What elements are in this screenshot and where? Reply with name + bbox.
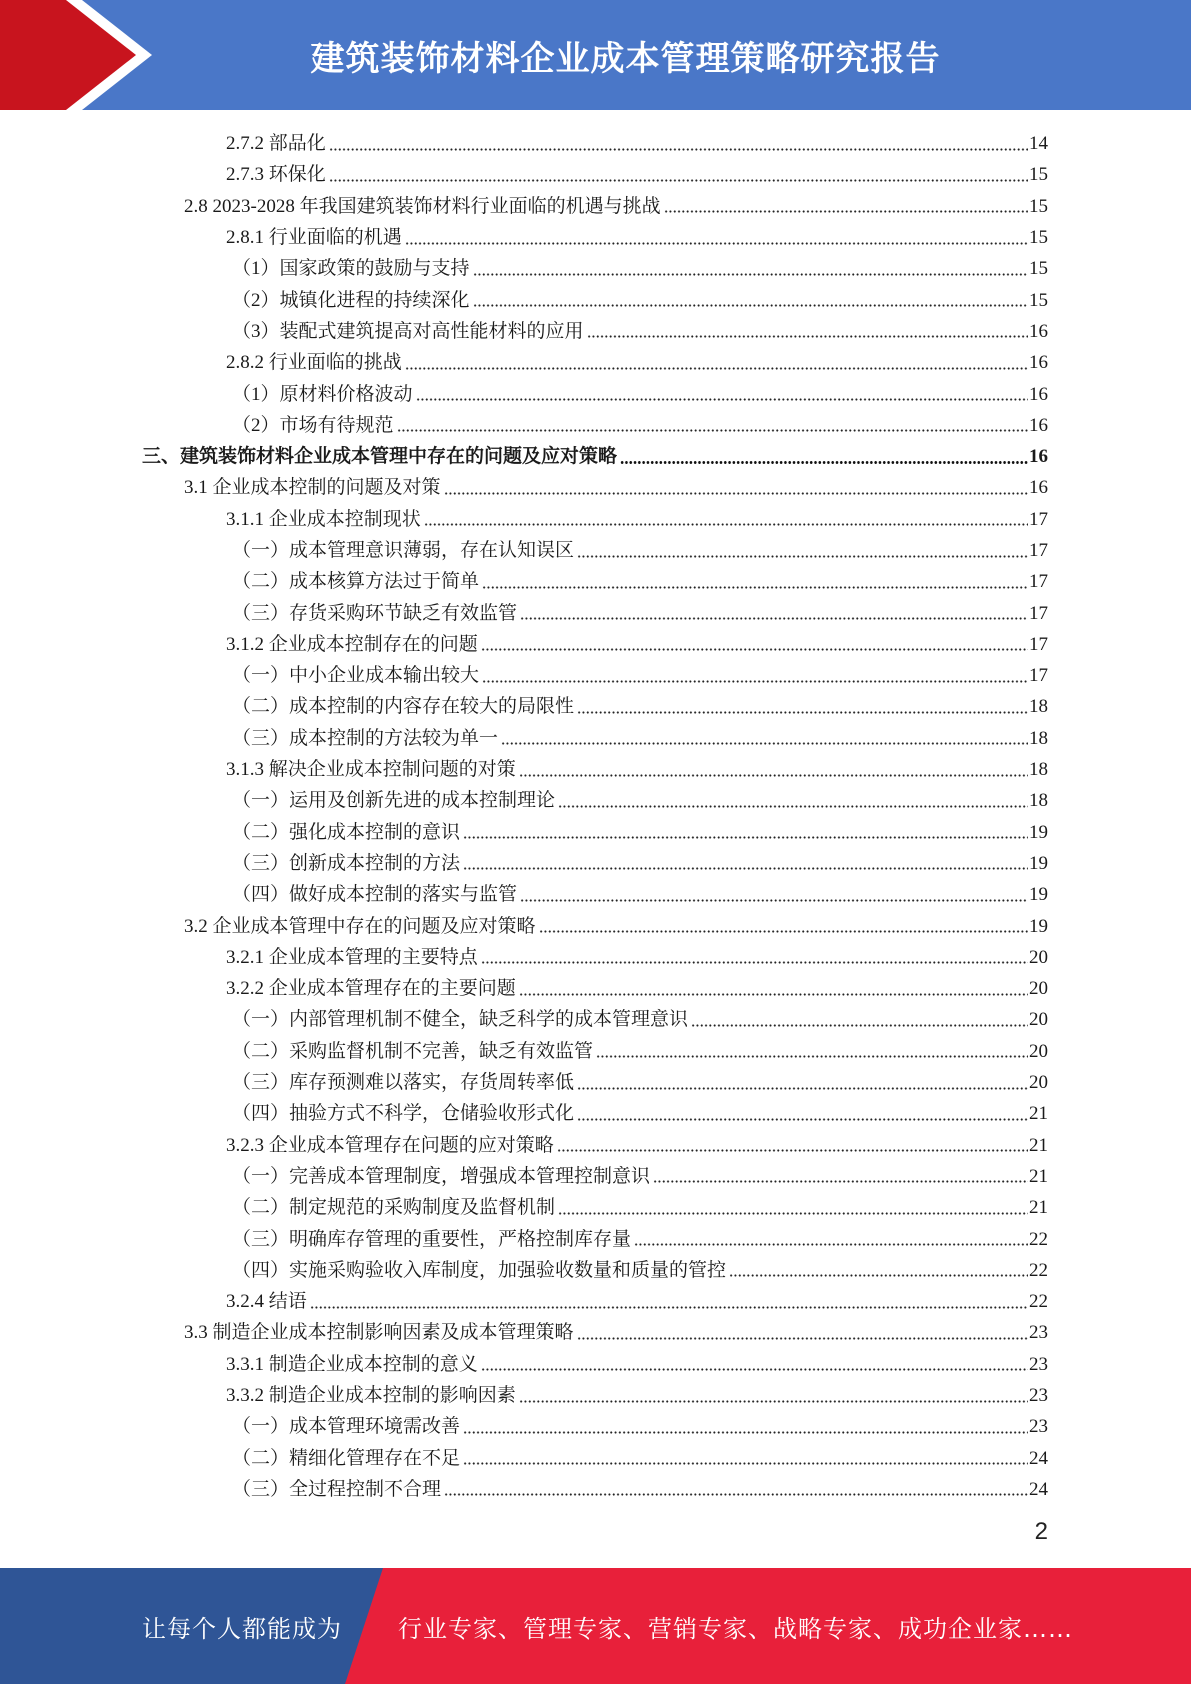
toc-entry-page: 18	[1029, 790, 1048, 812]
toc-entry[interactable]	[0, 1317, 1191, 1348]
toc-entry[interactable]	[0, 1286, 1191, 1317]
toc-dot-leader	[620, 461, 1028, 464]
toc-dot-leader	[519, 774, 1028, 777]
toc-entry[interactable]	[0, 879, 1191, 910]
toc-entry[interactable]	[0, 754, 1191, 785]
toc-entry-page: 20	[1029, 978, 1048, 1000]
toc-entry-page: 18	[1029, 696, 1048, 718]
toc-entry-title: （四）实施采购验收入库制度，加强验收数量和质量的管控	[232, 1259, 727, 1281]
toc-dot-leader	[653, 1180, 1028, 1183]
toc-entry[interactable]	[0, 1192, 1191, 1223]
toc-entry[interactable]	[0, 1067, 1191, 1098]
toc-entry-title: 3.3.2 制造企业成本控制的影响因素	[226, 1385, 516, 1407]
toc-entry-page: 21	[1029, 1103, 1048, 1125]
toc-dot-leader	[482, 680, 1028, 683]
toc-entry-title: 2.8.2 行业面临的挑战	[226, 352, 402, 374]
toc-entry-title: （二）成本核算方法过于简单	[232, 571, 480, 593]
toc-dot-leader	[473, 273, 1028, 276]
toc-entry[interactable]	[0, 128, 1191, 159]
toc-entry-page: 16	[1029, 320, 1048, 342]
toc-entry-page: 20	[1029, 1040, 1048, 1062]
header-banner	[0, 0, 1191, 110]
toc-entry-page: 21	[1029, 1134, 1048, 1156]
toc-entry[interactable]	[0, 1442, 1191, 1473]
toc-entry-page: 15	[1029, 195, 1048, 217]
toc-dot-leader	[405, 242, 1028, 245]
toc-entry[interactable]	[0, 1004, 1191, 1035]
toc-entry-page: 17	[1029, 633, 1048, 655]
toc-dot-leader	[577, 555, 1028, 558]
toc-entry-page: 23	[1029, 1385, 1048, 1407]
toc-entry[interactable]	[0, 504, 1191, 535]
toc-entry-title: （1）国家政策的鼓励与支持	[232, 258, 470, 280]
toc-entry-page: 19	[1029, 915, 1048, 937]
toc-entry-title: （三）库存预测难以落实，存货周转率低	[232, 1072, 575, 1094]
toc-dot-leader	[558, 1212, 1028, 1215]
toc-entry-title: 3.2.3 企业成本管理存在问题的应对策略	[226, 1134, 554, 1156]
toc-dot-leader	[397, 429, 1028, 432]
toc-entry[interactable]	[0, 1411, 1191, 1442]
toc-entry-title: （四）做好成本控制的落实与监管	[232, 884, 518, 906]
toc-entry-title: （三）创新成本控制的方法	[232, 852, 461, 874]
toc-entry-page: 23	[1029, 1353, 1048, 1375]
toc-dot-leader	[558, 805, 1028, 808]
toc-entry-title: （一）运用及创新先进的成本控制理论	[232, 790, 556, 812]
toc-entry-title: （二）强化成本控制的意识	[232, 821, 461, 843]
toc-entry[interactable]	[0, 410, 1191, 441]
toc-entry-page: 20	[1029, 946, 1048, 968]
toc-entry-page: 22	[1029, 1228, 1048, 1250]
footer-slogan-right: 行业专家、管理专家、营销专家、战略专家、成功企业家……	[398, 1614, 1073, 1643]
toc-dot-leader	[444, 1493, 1028, 1496]
toc-dot-leader	[329, 148, 1028, 151]
toc-entry-title: （一）成本管理意识薄弱，存在认知误区	[232, 540, 575, 561]
toc-entry-title: （1）原材料价格波动	[232, 383, 413, 405]
toc-entry[interactable]	[0, 253, 1191, 284]
document-title: 建筑装饰材料企业成本管理策略研究报告	[310, 38, 941, 79]
toc-dot-leader	[463, 1462, 1028, 1465]
toc-entry-page: 19	[1029, 821, 1048, 843]
toc-entry-title: （一）完善成本管理制度，增强成本管理控制意识	[232, 1165, 651, 1187]
toc-entry-title: （四）抽验方式不科学，仓储验收形式化	[232, 1103, 575, 1125]
toc-dot-leader	[473, 304, 1028, 307]
toc-entry-page: 22	[1029, 1291, 1048, 1313]
chevron-arrow-icon	[0, 0, 160, 110]
toc-entry[interactable]	[0, 597, 1191, 628]
toc-entry-page: 19	[1029, 852, 1048, 874]
toc-dot-leader	[729, 1274, 1028, 1277]
toc-entry[interactable]	[0, 472, 1191, 503]
toc-dot-leader	[691, 1024, 1028, 1027]
toc-entry-title: 3.2 企业成本管理中存在的问题及应对策略	[184, 915, 536, 937]
toc-entry-title: 3.2.4 结语	[226, 1291, 307, 1313]
toc-entry[interactable]	[0, 191, 1191, 222]
toc-dot-leader	[577, 711, 1028, 714]
toc-entry-title: 2.8.1 行业面临的机遇	[226, 227, 402, 249]
toc-entry[interactable]	[0, 910, 1191, 941]
toc-entry-title: （三）存货采购环节缺乏有效监管	[232, 602, 518, 624]
toc-entry-title: （二）制定规范的采购制度及监督机制	[232, 1197, 556, 1219]
toc-dot-leader	[557, 1149, 1028, 1152]
toc-dot-leader	[481, 961, 1028, 964]
toc-entry[interactable]	[0, 942, 1191, 973]
footer-banner	[0, 1568, 1191, 1684]
toc-entry-title: 3.3 制造企业成本控制影响因素及成本管理策略	[184, 1322, 574, 1344]
toc-entry-title: （一）成本管理环境需改善	[232, 1416, 461, 1438]
toc-entry-title: 2.7.2 部品化	[226, 133, 326, 155]
toc-dot-leader	[519, 993, 1028, 996]
toc-dot-leader	[664, 210, 1028, 213]
toc-entry[interactable]	[0, 1161, 1191, 1192]
toc-dot-leader	[481, 1368, 1028, 1371]
toc-entry-page: 22	[1029, 1259, 1048, 1281]
toc-dot-leader	[634, 1243, 1028, 1246]
toc-dot-leader	[310, 1306, 1028, 1309]
toc-entry[interactable]	[0, 378, 1191, 409]
toc-dot-leader	[416, 398, 1028, 401]
toc-entry-page: 20	[1029, 1009, 1048, 1031]
toc-entry-page: 21	[1029, 1165, 1048, 1187]
toc-entry-page: 20	[1029, 1072, 1048, 1094]
toc-entry-page: 17	[1029, 571, 1048, 593]
toc-entry-page: 24	[1029, 1447, 1048, 1469]
toc-entry-page: 15	[1029, 227, 1048, 249]
toc-dot-leader	[501, 742, 1028, 745]
table-of-contents	[0, 128, 1191, 1505]
toc-entry-page: 15	[1029, 258, 1048, 280]
toc-entry[interactable]	[0, 1349, 1191, 1380]
toc-entry[interactable]	[0, 848, 1191, 879]
toc-dot-leader	[577, 1087, 1028, 1090]
toc-entry[interactable]	[0, 1098, 1191, 1129]
toc-entry[interactable]	[0, 1223, 1191, 1254]
toc-entry-title: （三）全过程控制不合理	[232, 1478, 442, 1500]
toc-entry-title: 3.1.2 企业成本控制存在的问题	[226, 633, 478, 655]
toc-entry-page: 14	[1029, 133, 1048, 155]
toc-dot-leader	[519, 1400, 1028, 1403]
toc-dot-leader	[481, 648, 1028, 651]
toc-entry-page: 23	[1029, 1416, 1048, 1438]
toc-dot-leader	[405, 367, 1028, 370]
footer-slogan-left: 让每个人都能成为	[142, 1614, 342, 1643]
toc-entry-title: （2）市场有待规范	[232, 414, 394, 436]
toc-entry-title: 2.7.3 环保化	[226, 164, 326, 186]
toc-entry-title: （3）装配式建筑提高对高性能材料的应用	[232, 320, 584, 342]
toc-entry[interactable]	[0, 817, 1191, 848]
toc-entry-title: 3.2.2 企业成本管理存在的主要问题	[226, 978, 516, 1000]
toc-entry-title: 3.3.1 制造企业成本控制的意义	[226, 1353, 478, 1375]
toc-dot-leader	[463, 836, 1028, 839]
toc-entry-page: 17	[1029, 508, 1048, 530]
toc-entry[interactable]	[0, 347, 1191, 378]
toc-dot-leader	[463, 1431, 1028, 1434]
toc-dot-leader	[424, 523, 1028, 526]
toc-entry-title: （一）内部管理机制不健全，缺乏科学的成本管理意识	[232, 1009, 689, 1031]
toc-entry[interactable]	[0, 723, 1191, 754]
toc-entry[interactable]	[0, 1474, 1191, 1505]
toc-entry-page: 15	[1029, 164, 1048, 186]
toc-entry[interactable]	[0, 159, 1191, 190]
toc-entry-title: 三、建筑装饰材料企业成本管理中存在的问题及应对策略	[142, 446, 618, 468]
toc-dot-leader	[596, 1055, 1028, 1058]
toc-dot-leader	[444, 492, 1028, 495]
toc-entry-page: 18	[1029, 759, 1048, 781]
toc-entry-title: 3.1 企业成本控制的问题及对策	[184, 477, 441, 499]
toc-entry-title: 3.1.1 企业成本控制现状	[226, 508, 421, 530]
toc-entry-page: 16	[1029, 414, 1048, 436]
toc-entry-page: 16	[1029, 477, 1048, 499]
toc-entry-page: 16	[1029, 383, 1048, 405]
toc-entry[interactable]	[0, 316, 1191, 347]
toc-entry[interactable]	[0, 973, 1191, 1004]
toc-entry-title: （二）采购监督机制不完善，缺乏有效监管	[232, 1040, 594, 1062]
toc-dot-leader	[577, 1337, 1028, 1340]
toc-dot-leader	[520, 899, 1028, 902]
toc-entry-page: 23	[1029, 1322, 1048, 1344]
toc-entry-title: （二）精细化管理存在不足	[232, 1447, 461, 1469]
toc-entry-title: 3.2.1 企业成本管理的主要特点	[226, 946, 478, 968]
toc-entry-page: 24	[1029, 1478, 1048, 1500]
toc-entry-title: （2）城镇化进程的持续深化	[232, 289, 470, 311]
toc-dot-leader	[577, 1118, 1028, 1121]
toc-entry-page: 17	[1029, 602, 1048, 624]
page-number: 2	[1034, 1518, 1048, 1545]
toc-entry[interactable]	[0, 1380, 1191, 1411]
toc-entry[interactable]	[0, 535, 1191, 566]
toc-entry-page: 17	[1029, 665, 1048, 687]
toc-entry-title: （一）中小企业成本输出较大	[232, 665, 480, 687]
toc-dot-leader	[539, 930, 1028, 933]
toc-entry-page: 19	[1029, 884, 1048, 906]
toc-dot-leader	[482, 586, 1028, 589]
toc-entry[interactable]	[0, 1036, 1191, 1067]
toc-dot-leader	[587, 335, 1028, 338]
toc-entry[interactable]	[0, 785, 1191, 816]
toc-entry-title: 3.1.3 解决企业成本控制问题的对策	[226, 759, 516, 781]
toc-entry-page: 16	[1029, 446, 1048, 468]
toc-entry[interactable]	[0, 660, 1191, 691]
toc-entry[interactable]	[0, 1255, 1191, 1286]
toc-entry[interactable]	[0, 629, 1191, 660]
toc-dot-leader	[463, 867, 1028, 870]
toc-entry-title: （三）成本控制的方法较为单一	[232, 727, 499, 749]
toc-entry-page: 16	[1029, 352, 1048, 374]
toc-entry-page: 15	[1029, 289, 1048, 311]
toc-entry-page: 17	[1029, 540, 1048, 561]
toc-entry[interactable]	[0, 284, 1191, 315]
toc-entry[interactable]	[0, 566, 1191, 597]
toc-dot-leader	[520, 617, 1028, 620]
toc-entry[interactable]	[0, 222, 1191, 253]
toc-entry-page: 21	[1029, 1197, 1048, 1219]
toc-entry[interactable]	[0, 691, 1191, 722]
toc-entry-title: （二）成本控制的内容存在较大的局限性	[232, 696, 575, 718]
toc-entry[interactable]	[0, 1130, 1191, 1161]
toc-entry-title: 2.8 2023-2028 年我国建筑装饰材料行业面临的机遇与挑战	[184, 195, 661, 217]
toc-entry-page: 18	[1029, 727, 1048, 749]
toc-dot-leader	[329, 179, 1028, 182]
toc-entry[interactable]	[0, 441, 1191, 472]
toc-entry-title: （三）明确库存管理的重要性，严格控制库存量	[232, 1228, 632, 1250]
